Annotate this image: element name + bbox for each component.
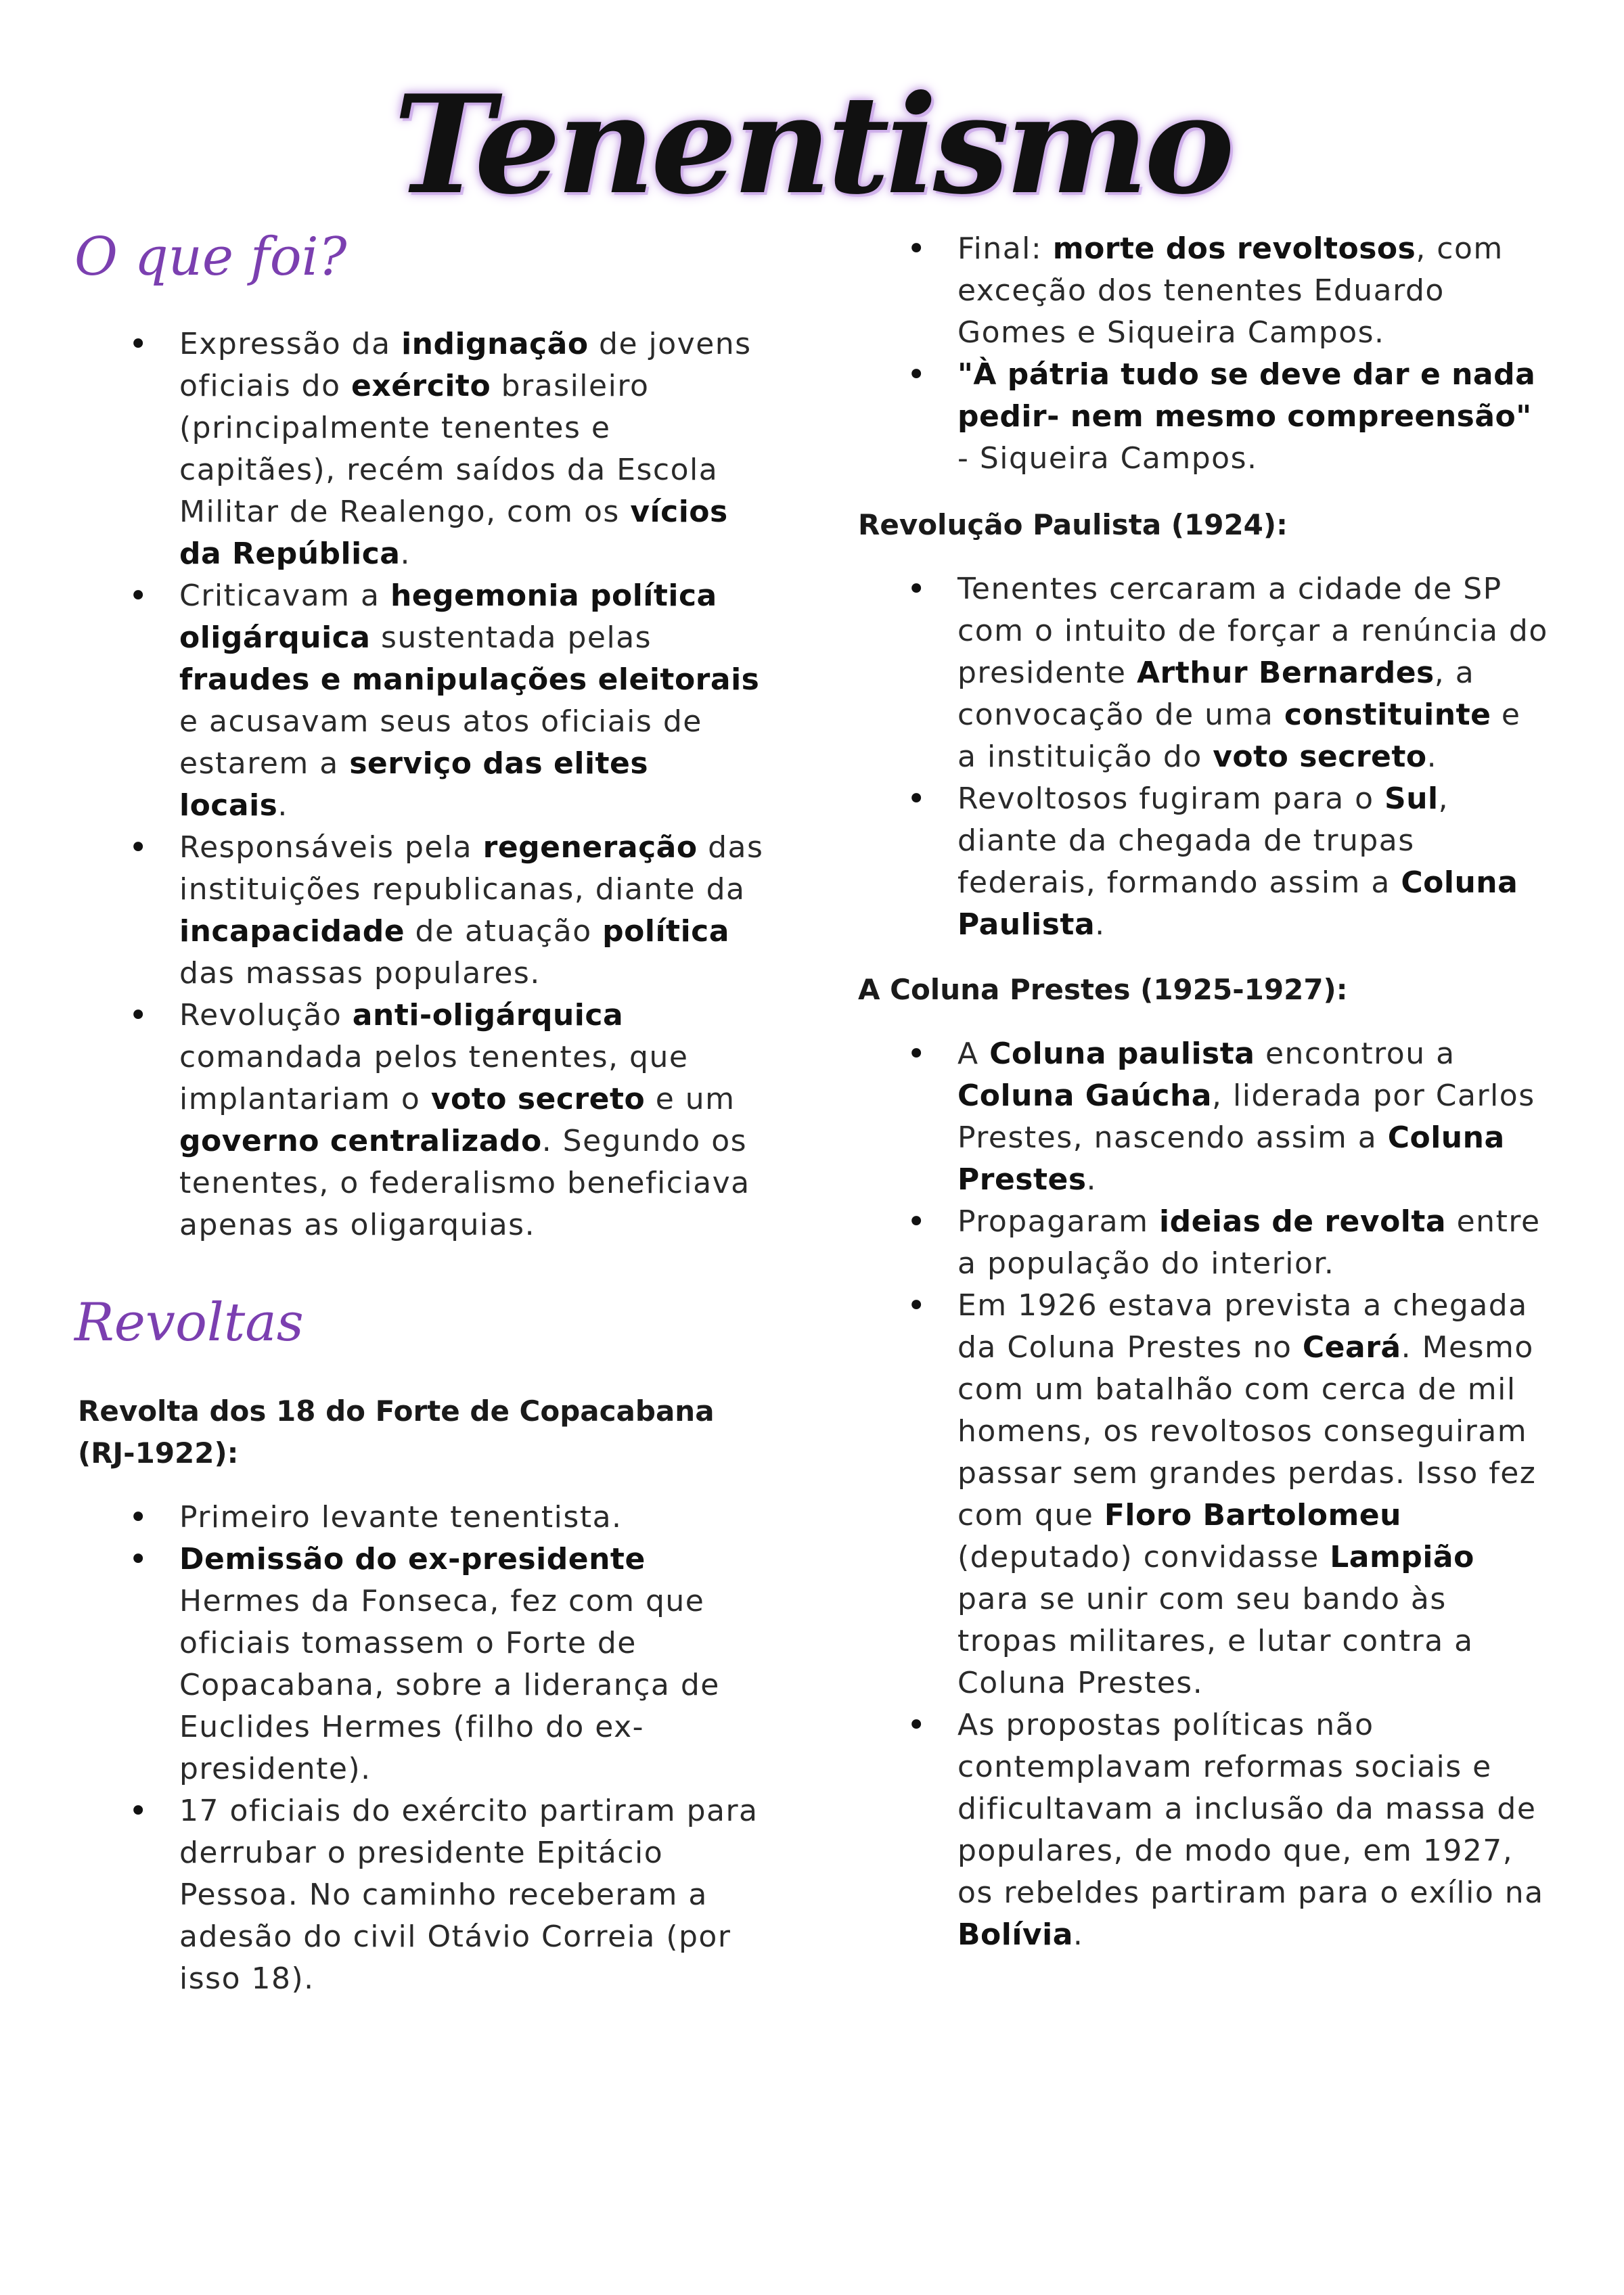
- bold-term: Coluna paulista: [989, 1037, 1255, 1071]
- prestes-list: [859, 1033, 1550, 1956]
- list-item: • Criticavam a hegemonia política oligárquica sustentada pelas fraudes e manipulações eleitorais e acusavam seus atos oficiais de estarem a serviço das elites locais.: [81, 575, 765, 827]
- list-item: • Tenentes cercaram a cidade de SP com o intuito de forçar a renúncia do presidente Arthur Bernardes, a convocação de uma constituinte e a instituição do voto secreto.: [859, 568, 1550, 778]
- list-item: • Final: morte dos revoltosos, com exceção dos tenentes Eduardo Gomes e Siqueira Campos.: [859, 228, 1550, 354]
- bold-term: hegemonia política oligárquica: [179, 578, 717, 655]
- bold-term: voto secreto: [1213, 740, 1427, 774]
- list-item: • Em 1926 estava prevista a chegada da Coluna Prestes no Ceará. Mesmo com um batalhão com cerca de mil homens, os revoltosos conseguiram passar sem grandes perdas. Isso fez com que Floro Bartolomeu (deputado) convidasse Lampião para se unir com seu bando às tropas militares, e lutar contra a Coluna Prestes.: [859, 1285, 1550, 1704]
- list-item: • 17 oficiais do exército partiram para derrubar o presidente Epitácio Pessoa. No caminho receberam a adesão do civil Otávio Correia (por isso 18).: [81, 1790, 765, 2000]
- bold-term: política: [602, 914, 729, 949]
- bold-term: Demissão do ex-presidente: [179, 1542, 646, 1576]
- page-title: Tenentismo: [393, 66, 1231, 225]
- bold-term: indignação: [401, 327, 589, 361]
- bold-term: exército: [351, 369, 491, 403]
- subheading-paulista: Revolução Paulista (1924):: [858, 508, 1288, 541]
- bold-term: "À pátria tudo se deve dar e nada pedir- nem mesmo compreensão": [957, 357, 1536, 434]
- bold-term: Arthur Bernardes: [1136, 656, 1435, 690]
- list-item: • "À pátria tudo se deve dar e nada pedir- nem mesmo compreensão" - Siqueira Campos.: [859, 354, 1550, 480]
- subheading-prestes: A Coluna Prestes (1925-1927):: [858, 973, 1348, 1006]
- list-item: • Expressão da indignação de jovens oficiais do exército brasileiro (principalmente tenentes e capitães), recém saídos da Escola Militar de Realengo, com os vícios da República.: [81, 323, 765, 575]
- list-item: • Revoltosos fugiram para o Sul, diante da chegada de trupas federais, formando assim a Coluna Paulista.: [859, 778, 1550, 946]
- subheading-copacabana: Revolta dos 18 do Forte de Copacabana (RJ-1922):: [78, 1394, 715, 1470]
- list-item: • A Coluna paulista encontrou a Coluna Gaúcha, liderada por Carlos Prestes, nascendo assim a Coluna Prestes.: [859, 1033, 1550, 1201]
- bold-term: voto secreto: [430, 1082, 646, 1116]
- bold-term: vícios da República: [179, 495, 728, 571]
- paulista-list: [859, 568, 1550, 946]
- bold-term: Coluna Prestes: [957, 1120, 1505, 1197]
- section-heading-o-que-foi: O que foi?: [74, 227, 347, 288]
- copacabana-list: [81, 1497, 765, 2000]
- bold-term: Floro Bartolomeu: [1104, 1498, 1401, 1532]
- bold-term: fraudes e manipulações eleitorais: [179, 662, 760, 697]
- list-item: • Revolução anti-oligárquica comandada pelos tenentes, que implantariam o voto secreto e um governo centralizado. Segundo os tenentes, o federalismo beneficiava apenas as oligarquias.: [81, 995, 765, 1246]
- bold-term: Coluna Gaúcha: [957, 1078, 1212, 1113]
- list-item: • Primeiro levante tenentista.: [81, 1497, 765, 1539]
- bold-term: incapacidade: [179, 914, 405, 949]
- bold-term: regeneração: [482, 830, 698, 865]
- bold-term: anti-oligárquica: [352, 998, 624, 1032]
- final-list: [859, 228, 1550, 480]
- section-heading-revoltas: Revoltas: [74, 1292, 304, 1353]
- bold-term: governo centralizado: [179, 1124, 542, 1158]
- bold-term: Sul: [1384, 781, 1439, 816]
- list-item: • Propagaram ideias de revolta entre a população do interior.: [859, 1201, 1550, 1285]
- list-item: • As propostas políticas não contemplavam reformas sociais e dificultavam a inclusão da massa de populares, de modo que, em 1927, os rebeldes partiram para o exílio na Bolívia.: [859, 1704, 1550, 1956]
- bold-term: constituinte: [1284, 698, 1491, 732]
- bold-term: ideias de revolta: [1159, 1204, 1447, 1239]
- bold-term: Ceará: [1302, 1330, 1401, 1365]
- bold-term: Lampião: [1330, 1540, 1474, 1574]
- list-item: • Responsáveis pela regeneração das instituições republicanas, diante da incapacidade de atuação política das massas populares.: [81, 827, 765, 995]
- bold-term: serviço das elites locais: [179, 746, 649, 823]
- o-que-foi-list: [81, 323, 765, 1246]
- bold-term: morte dos revoltosos: [1052, 231, 1416, 266]
- bold-term: Coluna Paulista: [957, 865, 1518, 942]
- list-item: • Demissão do ex-presidente Hermes da Fonseca, fez com que oficiais tomassem o Forte de Copacabana, sobre a liderança de Euclides Hermes (filho do ex-presidente).: [81, 1539, 765, 1790]
- bold-term: Bolívia: [957, 1917, 1073, 1952]
